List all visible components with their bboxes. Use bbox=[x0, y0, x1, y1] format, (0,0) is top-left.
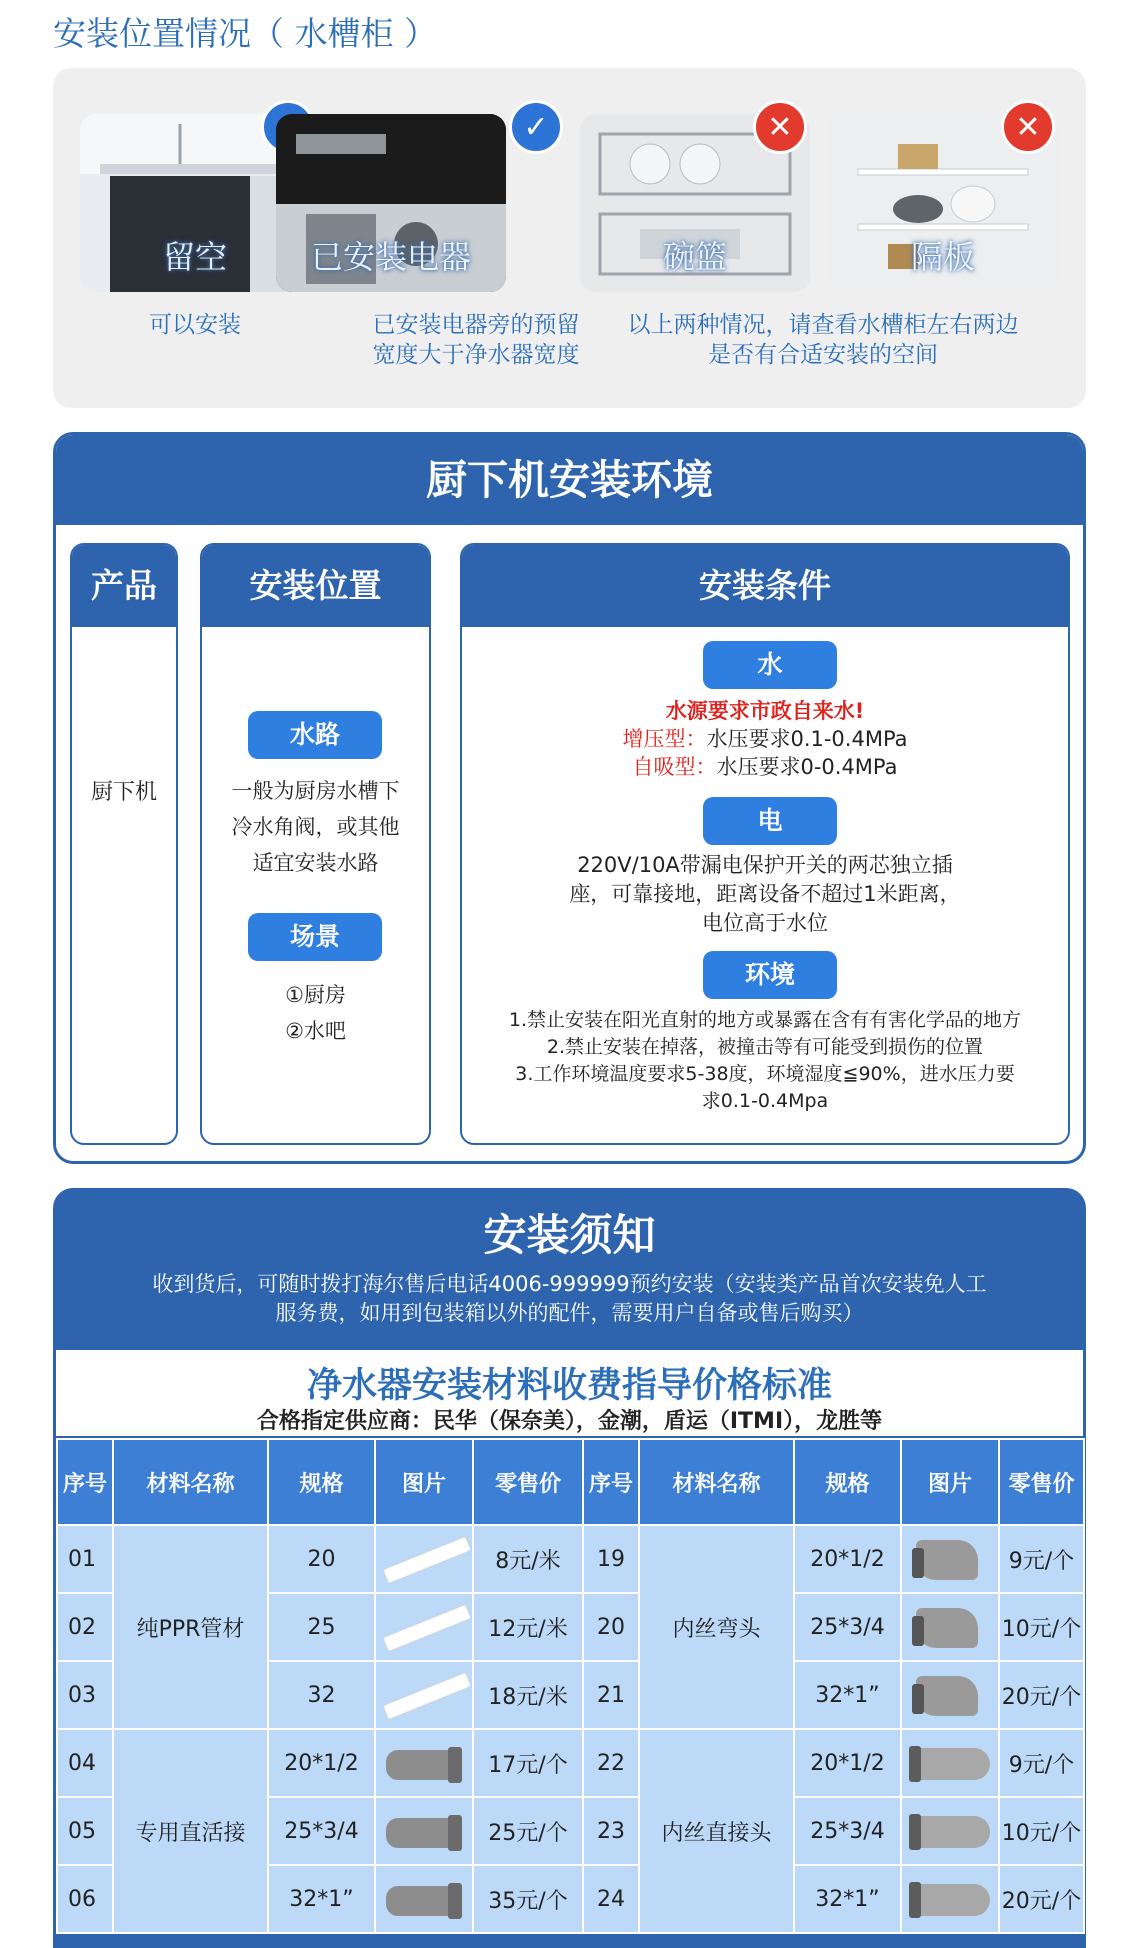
notice-line: 服务费，如用到包装箱以外的配件，需要用户自备或售后购买） bbox=[275, 1301, 864, 1325]
elbow-icon bbox=[901, 1525, 999, 1593]
header-cell: 图片 bbox=[901, 1439, 999, 1525]
price-header bbox=[56, 1350, 1083, 1436]
spec-cell: 20 bbox=[268, 1525, 375, 1593]
price-cell: 10元/个 bbox=[999, 1797, 1084, 1865]
price-table bbox=[56, 1438, 1085, 1934]
header-cell: 序号 bbox=[57, 1439, 113, 1525]
conditions-column-header: 安装条件 bbox=[462, 545, 1068, 627]
row-number: 24 bbox=[583, 1865, 639, 1933]
header-cell: 材料名称 bbox=[639, 1439, 794, 1525]
price-cell: 20元/个 bbox=[999, 1865, 1084, 1933]
power-line: 座，可靠接地，距离设备不超过1米距离， bbox=[569, 882, 961, 906]
spec-cell: 25 bbox=[268, 1593, 375, 1661]
header-cell: 零售价 bbox=[473, 1439, 583, 1525]
spec-cell: 32 bbox=[268, 1661, 375, 1729]
row-number: 21 bbox=[583, 1661, 639, 1729]
row-number: 02 bbox=[57, 1593, 113, 1661]
suction-type-label: 自吸型： bbox=[632, 755, 717, 779]
spec-cell: 25*3/4 bbox=[794, 1593, 901, 1661]
power-text bbox=[462, 851, 1068, 938]
position-column bbox=[200, 543, 431, 1145]
price-cell: 8元/米 bbox=[473, 1525, 583, 1593]
scene-pill: 场景 bbox=[248, 913, 382, 961]
suction-pressure-line bbox=[462, 753, 1068, 781]
install-notice-section bbox=[53, 1188, 1086, 1948]
supplier-list: 合格指定供应商：民华（保奈美），金潮，盾运（ITMI），龙胜等 bbox=[256, 1409, 883, 1434]
spec-cell: 32*1” bbox=[268, 1865, 375, 1933]
row-number: 23 bbox=[583, 1797, 639, 1865]
install-environment-section bbox=[53, 432, 1086, 1164]
straight-connector-icon bbox=[901, 1729, 999, 1797]
scene-item: ②水吧 bbox=[285, 1019, 346, 1043]
header-cell: 零售价 bbox=[999, 1439, 1084, 1525]
waterway-pill: 水路 bbox=[248, 711, 382, 759]
environment-line: 3.工作环境温度要求5-38度，环境湿度≦90%，进水压力要 bbox=[515, 1063, 1015, 1085]
situation-label: 隔板 bbox=[910, 238, 975, 276]
header-cell: 序号 bbox=[583, 1439, 639, 1525]
scene-list bbox=[202, 977, 429, 1049]
union-connector-icon bbox=[375, 1729, 473, 1797]
cross-icon: ✕ bbox=[1001, 100, 1055, 154]
environment-pill: 环境 bbox=[703, 951, 837, 999]
situation-label: 留空 bbox=[162, 238, 227, 276]
caption-check-sides bbox=[588, 310, 1058, 370]
header-cell: 图片 bbox=[375, 1439, 473, 1525]
row-number: 06 bbox=[57, 1865, 113, 1933]
environment-line: 求0.1-0.4Mpa bbox=[701, 1090, 829, 1112]
power-pill: 电 bbox=[703, 797, 837, 845]
price-cell: 9元/个 bbox=[999, 1729, 1084, 1797]
table-row bbox=[57, 1525, 1084, 1593]
price-cell: 35元/个 bbox=[473, 1865, 583, 1933]
boost-pressure-line bbox=[462, 725, 1068, 753]
row-number: 20 bbox=[583, 1593, 639, 1661]
row-number: 04 bbox=[57, 1729, 113, 1797]
spec-cell: 32*1” bbox=[794, 1661, 901, 1729]
caption-line: 是否有合适安装的空间 bbox=[708, 342, 938, 368]
caption-can-install: 可以安装 bbox=[149, 312, 241, 338]
union-connector-icon bbox=[375, 1797, 473, 1865]
header-cell: 规格 bbox=[268, 1439, 375, 1525]
environment-line: 1.禁止安装在阳光直射的地方或暴露在含有有害化学品的地方 bbox=[508, 1009, 1022, 1031]
spec-cell: 25*3/4 bbox=[794, 1797, 901, 1865]
material-name: 专用直活接 bbox=[113, 1729, 268, 1933]
conditions-column bbox=[460, 543, 1070, 1145]
price-cell: 9元/个 bbox=[999, 1525, 1084, 1593]
spec-cell: 32*1” bbox=[794, 1865, 901, 1933]
elbow-icon bbox=[901, 1593, 999, 1661]
situation-label: 已安装电器 bbox=[310, 238, 471, 276]
notice-text bbox=[93, 1270, 1046, 1328]
spec-cell: 20*1/2 bbox=[268, 1729, 375, 1797]
spec-cell: 25*3/4 bbox=[268, 1797, 375, 1865]
caption-line: 以上两种情况，请查看水槽柜左右两边 bbox=[627, 312, 1019, 338]
union-connector-icon bbox=[375, 1865, 473, 1933]
price-cell: 12元/米 bbox=[473, 1593, 583, 1661]
product-column-header: 产品 bbox=[72, 545, 176, 627]
straight-connector-icon bbox=[901, 1797, 999, 1865]
suction-type-text: 水压要求0-0.4MPa bbox=[716, 755, 898, 779]
price-cell: 17元/个 bbox=[473, 1729, 583, 1797]
check-icon: ✓ bbox=[509, 100, 563, 154]
boost-type-text: 水压要求0.1-0.4MPa bbox=[706, 727, 908, 751]
waterway-line: 冷水角阀，或其他 bbox=[231, 815, 400, 839]
row-number: 22 bbox=[583, 1729, 639, 1797]
waterway-line: 一般为厨房水槽下 bbox=[231, 779, 400, 803]
elbow-icon bbox=[901, 1661, 999, 1729]
scene-item: ①厨房 bbox=[285, 983, 346, 1007]
row-number: 05 bbox=[57, 1797, 113, 1865]
product-name: 厨下机 bbox=[90, 780, 157, 805]
price-cell: 25元/个 bbox=[473, 1797, 583, 1865]
price-cell: 18元/米 bbox=[473, 1661, 583, 1729]
pipe-icon bbox=[375, 1593, 473, 1661]
spec-cell: 20*1/2 bbox=[794, 1729, 901, 1797]
row-number: 01 bbox=[57, 1525, 113, 1593]
position-column-header: 安装位置 bbox=[202, 545, 429, 627]
environment-text bbox=[462, 1007, 1068, 1115]
boost-type-label: 增压型： bbox=[622, 727, 707, 751]
caption-line: 宽度大于净水器宽度 bbox=[372, 342, 580, 368]
section-title: 安装位置情况（ 水槽柜 ） bbox=[53, 14, 437, 53]
row-number: 03 bbox=[57, 1661, 113, 1729]
material-name: 内丝弯头 bbox=[639, 1525, 794, 1729]
environment-title: 厨下机安装环境 bbox=[56, 435, 1083, 525]
pipe-icon bbox=[375, 1661, 473, 1729]
notice-line: 收到货后，可随时拨打海尔售后电话4006-999999预约安装（安装类产品首次安装免人工 bbox=[152, 1272, 987, 1296]
price-title: 净水器安装材料收费指导价格标准 bbox=[306, 1366, 832, 1406]
table-header-row bbox=[57, 1439, 1084, 1525]
material-name: 内丝直接头 bbox=[639, 1729, 794, 1933]
power-line: 电位高于水位 bbox=[702, 911, 828, 935]
spec-cell: 20*1/2 bbox=[794, 1525, 901, 1593]
product-column bbox=[70, 543, 178, 1145]
cross-icon: ✕ bbox=[753, 100, 807, 154]
waterway-line: 适宜安装水路 bbox=[252, 851, 379, 875]
pipe-icon bbox=[375, 1525, 473, 1593]
situation-label: 碗篮 bbox=[662, 238, 727, 276]
waterway-text bbox=[202, 773, 429, 881]
header-cell: 材料名称 bbox=[113, 1439, 268, 1525]
notice-title: 安装须知 bbox=[483, 1211, 656, 1261]
row-number: 19 bbox=[583, 1525, 639, 1593]
caption-line: 已安装电器旁的预留 bbox=[372, 312, 580, 338]
environment-line: 2.禁止安装在掉落，被撞击等有可能受到损伤的位置 bbox=[546, 1036, 984, 1058]
power-line: 220V/10A带漏电保护开关的两芯独立插 bbox=[577, 853, 953, 877]
table-row bbox=[57, 1729, 1084, 1797]
material-name: 纯PPR管材 bbox=[113, 1525, 268, 1729]
straight-connector-icon bbox=[901, 1865, 999, 1933]
header-cell: 规格 bbox=[794, 1439, 901, 1525]
situations-panel bbox=[53, 68, 1086, 408]
price-cell: 20元/个 bbox=[999, 1661, 1084, 1729]
price-cell: 10元/个 bbox=[999, 1593, 1084, 1661]
water-pill: 水 bbox=[703, 641, 837, 689]
situation-appliance-image bbox=[276, 114, 506, 292]
water-source-requirement: 水源要求市政自来水! bbox=[665, 699, 865, 723]
